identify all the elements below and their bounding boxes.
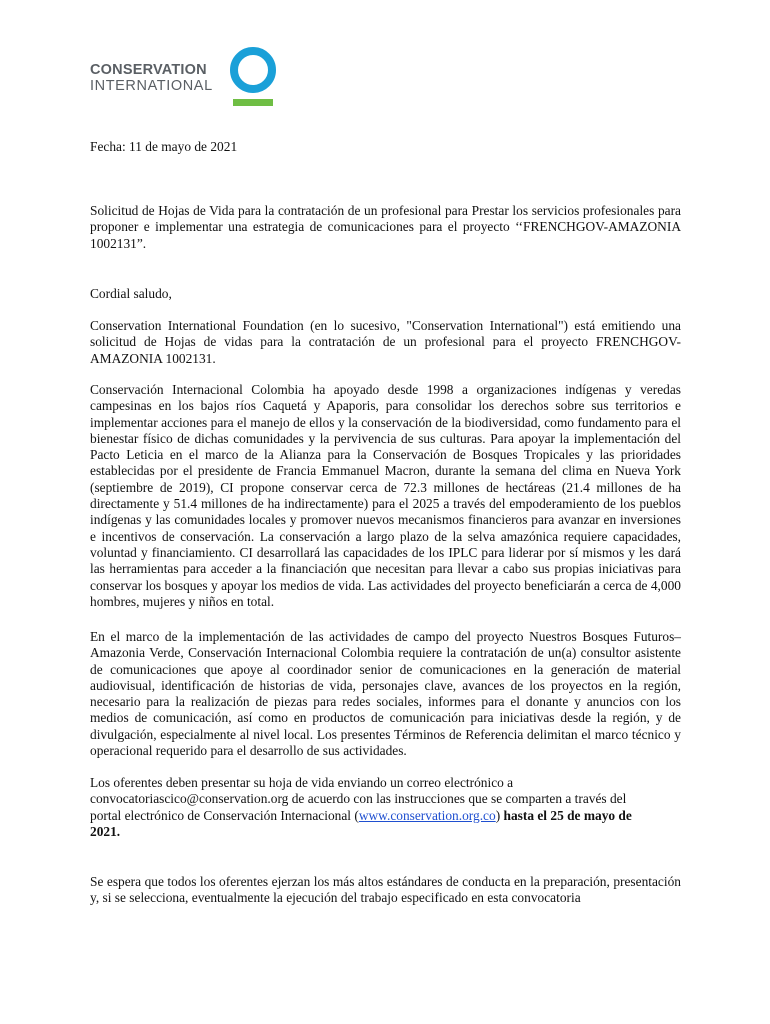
conservation-international-logo — [90, 46, 280, 108]
logo-line-conservation: CONSERVATION — [90, 62, 207, 78]
submission-line-2: convocatoriascico@conservation.org de acuerdo con las instrucciones que se comparten a través del — [90, 791, 627, 807]
conservation-website-link[interactable]: www.conservation.org.co — [358, 807, 496, 823]
logo-ring-icon — [228, 46, 278, 108]
letter-greeting: Cordial saludo, — [90, 286, 172, 301]
paragraph-background: Conservación Internacional Colombia ha apoyado desde 1998 a organizaciones indígenas y veredas campesinas en los bajos ríos Caquetá y Apaporis, para consolidar los derechos sobre sus territorios e implementar acciones para el manejo de ellos y la conservación de la biodiversidad, como fundamento para el bienestar físico de dichas comunidades y la pervivencia de sus culturas. Para apoyar la implementación del Pacto Leticia en el marco de la Alianza para la Conservación de Bosques Tropicales y las prioridades establecidas por el presidente de Francia Emmanuel Macron, durante la semana del clima en Nueva York (septiembre de 2019), CI propone conservar cerca de 72.3 millones de hectáreas (21.4 millones de ha directamente y 51.4 millones de ha indirectamente) para el 2025 a través del empoderamiento de los pueblos indígenas y las comunidades locales y promover nuevos mecanismos financieros para avanzar en inversiones e incentivos de conservación. La conservación a largo plazo de la selva amazónica requiere capacidades, voluntad y financiamiento. CI desarrollará las capacidades de los IPLC para liderar por sí mismos y les dará las herramientas para acceder a la financiación que necesitan para llevar a cabo sus propias iniciativas para conservar los bosques y apoyar los medios de vida. Las actividades del proyecto beneficiarán a cerca de 4,000 hombres, mujeres y niños en total. — [90, 382, 681, 609]
submission-line-1: Los oferentes deben presentar su hoja de vida enviando un correo electrónico a — [90, 775, 514, 790]
letter-subject: Solicitud de Hojas de Vida para la contratación de un profesional para Prestar los servicios profesionales para proponer e implementar una estrategia de comunicaciones para el proyecto ‘‘FRENCHGOV-AMAZONIA 1002131”. — [90, 203, 681, 251]
submission-line-3: portal electrónico de Conservación Internacional ( — [90, 807, 359, 823]
link-close-paren: ) — [495, 807, 501, 823]
logo-wordmark — [90, 62, 226, 94]
paragraph-introduction: Conservation International Foundation (en lo sucesivo, "Conservation International") está emitiendo una solicitud de Hojas de vidas para la contratación de un profesional para el proyecto FRENCHGOV-AMAZONIA 1002131. — [90, 318, 681, 366]
deadline-year: 2021. — [90, 823, 121, 839]
logo-line-international: INTERNATIONAL — [90, 78, 213, 94]
letter-date: Fecha: 11 de mayo de 2021 — [90, 139, 238, 154]
paragraph-submission-instructions — [90, 775, 681, 840]
paragraph-scope: En el marco de la implementación de las actividades de campo del proyecto Nuestros Bosques Futuros– Amazonia Verde, Conservación Internacional Colombia requiere la contratación de un(a) consultor asistente de comunicaciones que apoye al coordinador senior de comunicaciones en la generación de material audiovisual, identificación de historias de vida, personajes clave, avances de los proyectos en la región, necesario para la realización de piezas para redes sociales, informes para el donante y anuncios con los medios de comunicación, así como en productos de comunicación para iniciativas desde la región, y de divulgación, especialmente al nivel local. Los presentes Términos de Referencia delimitan el marco técnico y operacional requerido para el desarrollo de sus actividades. — [90, 629, 681, 759]
deadline-text: hasta el 25 de mayo de — [500, 807, 632, 823]
paragraph-conduct-standards: Se espera que todos los oferentes ejerzan los más altos estándares de conducta en la preparación, presentación y, si se selecciona, eventualmente la ejecución del trabajo especificado en esta convocatoria — [90, 874, 681, 906]
